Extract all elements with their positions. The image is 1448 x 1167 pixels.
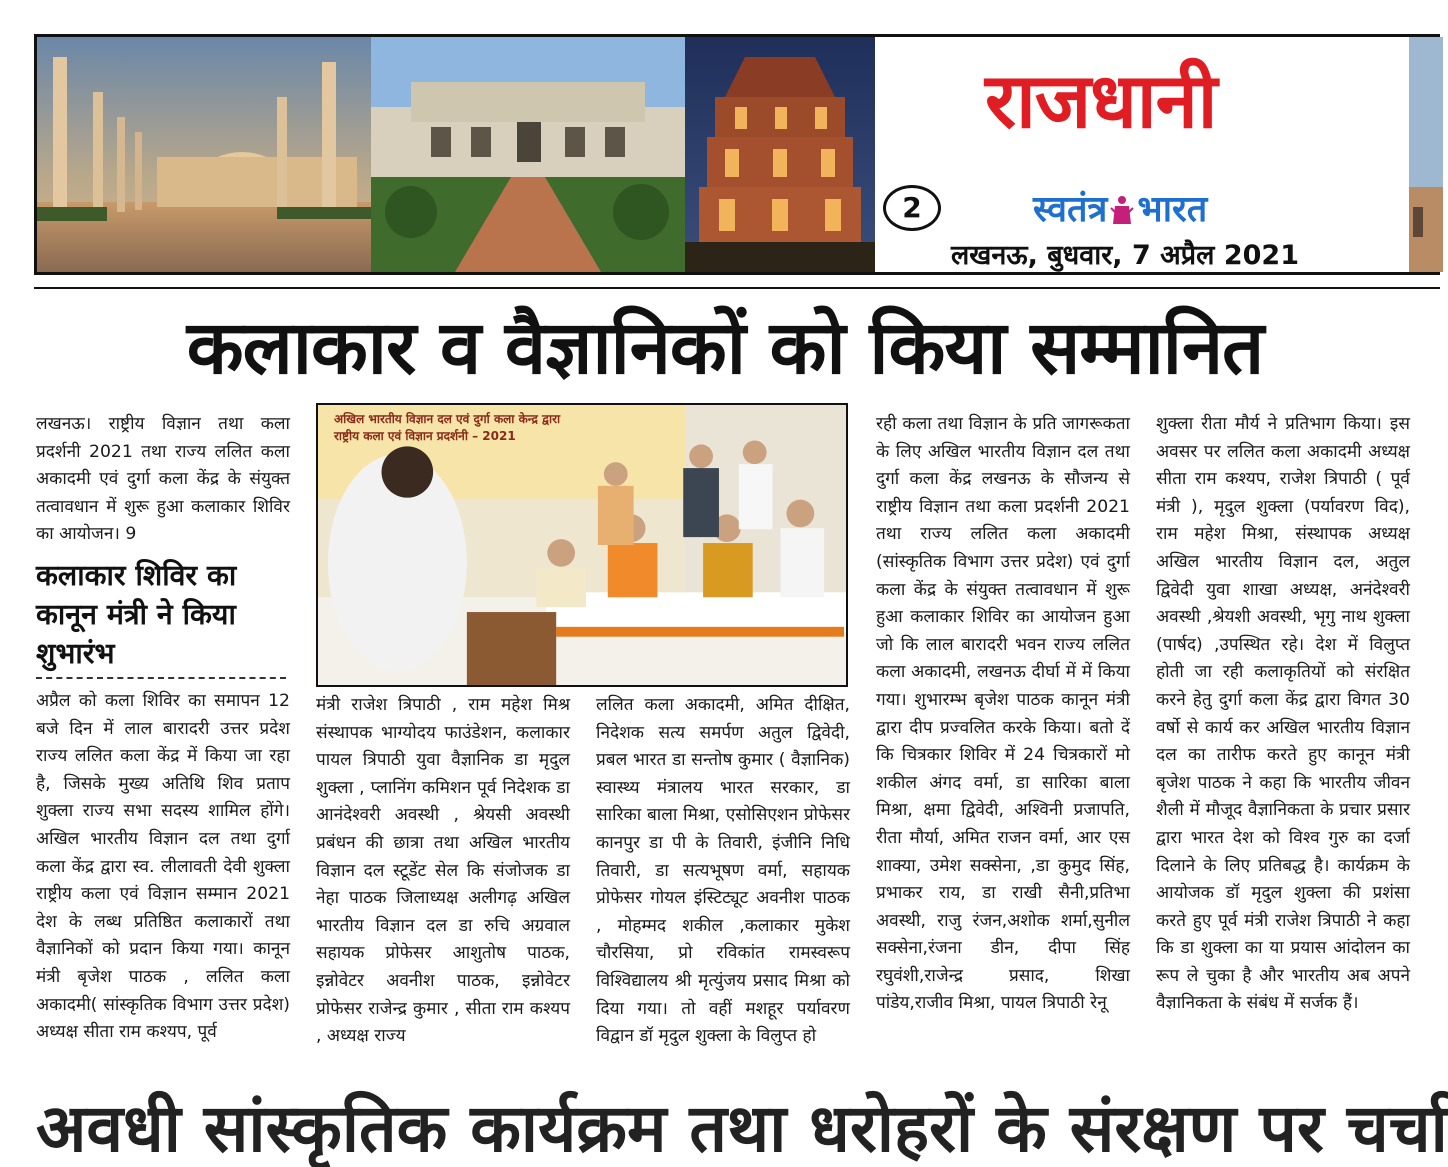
publication-name-right: भारत bbox=[1137, 189, 1208, 230]
photo-banner bbox=[334, 411, 674, 445]
dancer-logo-icon bbox=[1109, 194, 1135, 228]
subheadline-divider bbox=[36, 677, 286, 679]
article-column-2: मंत्री राजेश त्रिपाठी , राम महेश मिश्र संस्थापक भाग्योदय फाउंडेशन, कलाकार पायल त्रिपाठी युवा वैज्ञानिक डा मृदुल शुक्ला , प्लानिंग कमिशन पूर्व निदेशक डा आनंदेश्वरी अवस्थी , श्रेयसी अवस्थी प्रबंधन की छात्रा तथा अखिल भारतीय विज्ञान दल स्टूडेंट सेल कि संजोजक डा नेहा पाठक जिलाध्यक्ष अलीगढ़ अखिल भारतीय विज्ञान दल डा रुचि अग्रवाल सहायक प्रोफेसर आशुतोष पाठक, इन्नोवेटर अवनीश पाठक, इन्नोवेटर प्रोफेसर राजेन्द्र कुमार , सीता राम कश्यप , अध्यक्ष राज्य bbox=[316, 695, 570, 1047]
page-number-badge: 2 bbox=[883, 185, 941, 231]
headline-rule bbox=[34, 287, 1440, 289]
satkhanda-tower-photo bbox=[685, 37, 875, 272]
photo-banner-line-1: अखिल भारतीय विज्ञान दल एवं दुर्गा कला केन्द्र द्वारा bbox=[334, 412, 561, 426]
article-column-5: शुक्ला रीता मौर्य ने प्रतिभाग किया। इस अवसर पर ललित कला अकादमी अध्यक्ष सीता राम कश्यप, राजेश त्रिपाठी ( पूर्व मंत्री ), मृदुल शुक्ला (पर्यावरण विद), राम महेश मिश्रा, संस्थापक अध्यक्ष अखिल भारतीय विज्ञान दल, अतुल द्विवेदी युवा शाखा अध्यक्ष, अनंदेश्वरी अवस्थी ,श्रेयशी अवस्थी, भृगु नाथ शुक्ला (पार्षद) ,उपस्थित रहे। देश में विलुप्त होती जा रही कलाकृतियों को संरक्षित करने हेतु दुर्गा कला केंद्र द्वारा विगत 30 वर्षो से कार्य कर अखिल भारतीय विज्ञान दल का तारीफ करते हुए कानून मंत्री बृजेश पाठक ने कहा कि भारतीय जीवन शैली में मौजूद वैज्ञानिकता के प्रचार प्रसार द्वारा भारत देश को विश्व गुरु का दर्जा दिलाने के लिए प्रतिबद्ध है। कार्यक्रम के आयोजक डॉ मृदुल शुक्ला की प्रशंसा करते हुए पूर्व मंत्री राजेश त्रिपाठी ने कहा कि डा शुक्ला का या प्रयास आंदोलन का रूप ले चुका है और भारतीय अब अपने वैज्ञानिकता के संबंध में सर्जक हैं। bbox=[1156, 414, 1410, 1014]
article-subheadline: कलाकार शिविर का कानून मंत्री ने किया शुभारंभ bbox=[36, 559, 237, 670]
next-story-headline bbox=[36, 1090, 1448, 1167]
article-column-4: रही कला तथा विज्ञान के प्रति जागरूकता के लिए अखिल भारतीय विज्ञान दल तथा दुर्गा कला केंद्र लखनऊ के सौजन्य से राष्ट्रीय विज्ञान तथा कला प्रदर्शनी 2021 तथा राज्य ललित कला अकादमी (सांस्कृतिक विभाग उत्तर प्रदेश) एवं दुर्गा कला केंद्र के संयुक्त तत्वावधान में शुरू हुआ कलाकार शिविर का आयोजन हुआ जो कि लाल बारादरी भवन राज्य ललित कला अकादमी, लखनऊ दीर्घा में में किया गया। शुभारम्भ बृजेश पाठक कानून मंत्री द्वारा दीप प्रज्वलित करके किया। बतो दें कि चित्रकार शिविर में 24 चित्रकारों मो शकील अंगद वर्मा, डा सारिका बाला मिश्रा, क्षमा द्विवेदी, अश्विनी प्रजापति, रीता मौर्या, अमित राजन वर्मा, आर एस शाक्या, उमेश सक्सेना, ,डा कुमुद सिंह, प्रभाकर राय, डा राखी सैनी,प्रतिभा अवस्थी, राजु रंजन,अशोक शर्मा,सुनील सक्सेना,रंजना डीन, दीपा सिंह रघुवंशी,राजेन्द्र प्रसाद, शिखा पांडेय,राजीव मिश्रा, पायल त्रिपाठी रेनू bbox=[876, 414, 1130, 1014]
article-column-1-top: लखनऊ। राष्ट्रीय विज्ञान तथा कला प्रदर्शनी 2021 तथा राज्य ललित कला अकादमी एवं दुर्गा कला केंद्र के संयुक्त तत्वावधान में शुरू हुआ कलाकार शिविर का आयोजन। 9 bbox=[36, 414, 290, 545]
event-photo bbox=[316, 403, 848, 687]
publication-name bbox=[1033, 183, 1207, 232]
dateline: लखनऊ, बुधवार, 7 अप्रैल 2021 bbox=[951, 240, 1299, 271]
main-headline: कलाकार व वैज्ञानिकों को किया सम्मानित bbox=[186, 305, 1264, 391]
article-column-3: ललित कला अकादमी, अमित दीक्षित, निदेशक सत्य समर्पण अतुल द्विवेदी, प्रबल भारत डा सन्तोष कुमार ( वैज्ञानिक) स्वास्थ्य मंत्रालय भारत सरकार, डा सारिका बाला मिश्रा, एसोसिएशन प्रोफेसर कानपुर डा पी के तिवारी, इंजीनि निधि तिवारी, डा सत्यभूषण वर्मा, सहायक प्रोफेसर गोयल इंस्टिट्यूट अवनीश पाठक , मोहम्मद शकील ,कलाकार मुकेश चौरसिया, प्रो रविकांत रामस्वरूप विश्विद्यालय श्री मृत्युंजय प्रसाद मिश्रा को दिया गया। तो वहीं मशहूर पर्यावरण विद्वान डॉ मृदुल शुक्ला के विलुप्त हो bbox=[596, 695, 850, 1047]
photo-banner-line-2: राष्ट्रीय कला एवं विज्ञान प्रदर्शनी – 2021 bbox=[334, 429, 516, 443]
publication-name-left: स्वतंत्र bbox=[1033, 189, 1108, 230]
masthead bbox=[34, 34, 1440, 275]
monument-edge-photo bbox=[1409, 37, 1443, 272]
ambedkar-park-photo bbox=[37, 37, 371, 272]
article-column-1-bottom: अप्रैल को कला शिविर का समापन 12 बजे दिन में लाल बारादरी उत्तर प्रदेश राज्य ललित कला केंद्र में किया जा रहा है, जिसके मुख्य अतिथि शिव प्रताप शुक्ला राज्य सभा सदस्य शामिल होंगे। अखिल भारतीय विज्ञान दल तथा दुर्गा कला केंद्र द्वारा स्व. लीलावती देवी शुक्ला राष्ट्रीय कला एवं विज्ञान सम्मान 2021 देश के लब्ध प्रतिष्ठित कलाकारों तथा वैज्ञानिकों को प्रदान किया गया। कानून मंत्री बृजेश पाठक , ललित कला अकादमी( सांस्कृतिक विभाग उत्तर प्रदेश) अध्यक्ष सीता राम कश्यप, पूर्व bbox=[36, 691, 290, 1043]
next-story-headline-text: अवधी सांस्कृतिक कार्यक्रम तथा धरोहरों के संरक्षण पर चर्चा bbox=[36, 1090, 1448, 1167]
newspaper-brand bbox=[875, 37, 1409, 272]
bara-imambara-photo bbox=[371, 37, 685, 272]
newspaper-title: राजधानी bbox=[985, 56, 1217, 145]
